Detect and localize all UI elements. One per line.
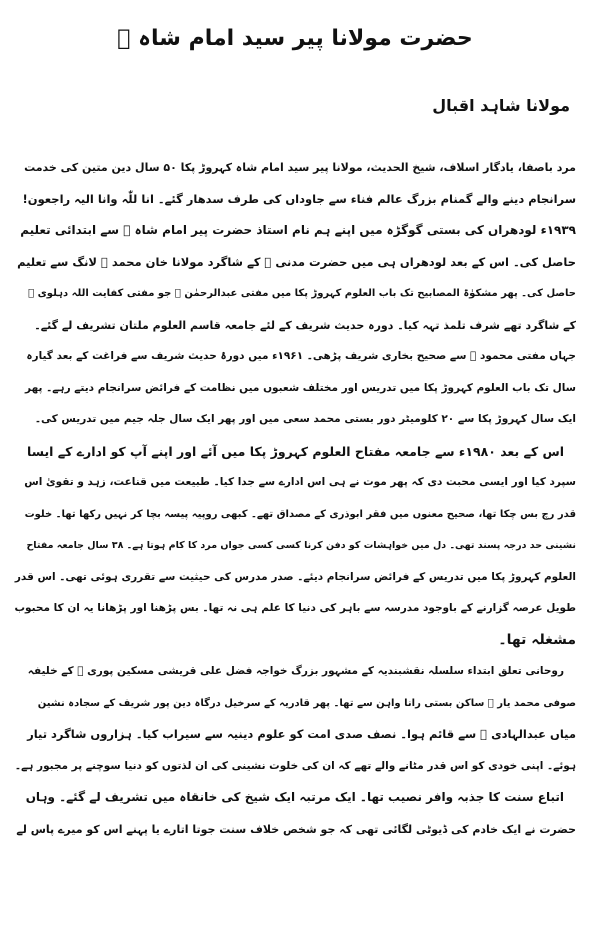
paragraph <box>14 152 576 436</box>
text-line: کے شاگرد تھے شرف تلمذ تہہ کیا۔ دورہ حدیث شریف کے لئے جامعہ قاسم العلوم ملتان تشریف لے گئے۔ <box>34 318 576 332</box>
text-line: سپرد کیا اور ایسی محبت دی کہ پھر موت نے ہی اس ادارے سے جدا کیا۔ طبیعت میں قناعت، زہد و تقویٰ اس <box>24 476 576 488</box>
author-name: مولانا شاہد اقبال <box>432 96 570 115</box>
text-line: سال تک باب العلوم کہروڑ پکا میں تدریس اور مختلف شعبوں میں نظامت کے فرائض سرانجام دیتے رہے۔ پھر <box>25 381 576 394</box>
paragraph <box>14 436 576 657</box>
text-line: طویل عرصہ گزارنے کے باوجود مدرسہ سے باہر کی دنیا کا علم ہی نہ تھا۔ بس پڑھنا اور پڑھانا یہ ان کا محبوب <box>14 602 576 614</box>
text-line: سرانجام دینے والے گمنام بزرگ عالم فناء سے جاوداں کی طرف سدھار گئے۔ انا للّٰہ وانا الیہ راجعون! <box>22 191 576 206</box>
text-line: العلوم کہروڑ پکا میں تدریس کے فرائض سرانجام دیئے۔ صدر مدرس کی حیثیت سے تقرری ہوئی تھی۔ اس قدر <box>14 570 576 583</box>
text-line: اس کے بعد ۱۹۸۰ء سے جامعہ مفتاح العلوم کہروڑ پکا میں آئے اور اپنے آپ کو ادارے کے ایسا <box>27 443 564 459</box>
text-line: نشینی حد درجہ پسند تھی۔ دل میں خواہشات کو دفن کرنا کسی کسی جواں مرد کا کام ہوتا ہے۔ ۳۸ سال جامعہ مفتاح <box>26 540 576 551</box>
paragraph <box>14 656 576 782</box>
text-line: حاصل کی۔ اس کے بعد لودھراں ہی میں حضرت مدنی ﷫ کے شاگرد مولانا خان محمد ﷫ لانگ سے تعلیم <box>17 254 576 269</box>
article-body <box>14 152 576 845</box>
text-line: روحانی تعلق ابتداء سلسلہ نقشبندیہ کے مشہور بزرگ خواجہ فضل علی قریشی مسکین پوری ﷫ کے خلیفہ <box>27 665 564 677</box>
page-title: حضرت مولانا پیر سید امام شاہ ﷫ <box>117 26 473 51</box>
text-line: ۱۹۳۹ء لودھراں کی بستی گوگڑہ میں اپنے ہم نام استاذ حضرت پیر امام شاہ ﷫ سے ابتدائی تعلیم <box>20 223 576 237</box>
text-line: قدر رچ بس چکا تھا، صحیح معنوں میں فقر ابوذری کے مصداق تھے۔ کبھی روپیہ پیسہ بچا کر نہیں رکھا تھا۔ خلوت <box>24 508 576 520</box>
text-line: مرد باصفا، یادگار اسلاف، شیخ الحدیث، مولانا پیر سید امام شاہ کہروڑ پکا ۵۰ سال دین متین کی خدمت <box>24 161 576 174</box>
text-line: جہاں مفتی محمود ﷫ سے صحیح بخاری شریف پڑھی۔ ۱۹۶۱ء میں دورۂ حدیث شریف سے فراغت کے بعد گیارہ <box>26 350 576 362</box>
text-line: ہوئے۔ اپنی خودی کو اس قدر مٹانے والے تھے کہ ان کی خلوت نشینی کی ان لذتوں کو دنیا سوچنے پر مجبور ہے۔ <box>14 759 576 772</box>
text-line: مشغلہ تھا۔ <box>498 631 576 648</box>
text-line: صوفی محمد یار ﷫ ساکن بستی رانا واہن سے تھا۔ پھر قادریہ کے سرخیل درگاہ دین پور شریف کے سجادہ نشین <box>37 697 576 709</box>
text-line: ایک سال کہروڑ پکا سے ۲۰ کلومیٹر دور بستی محمد سعی میں اور پھر ایک سال جلہ جیم میں تدریس کی۔ <box>34 413 576 425</box>
text-line: حاصل کی۔ پھر مشکوٰۃ المصابیح تک باب العلوم کہروڑ پکا میں مفتی عبدالرحمٰن ﷫ جو مفتی کفایت اللہ دہلوی ﷫ <box>28 288 576 299</box>
text-line: اتباع سنت کا جذبہ وافر نصیب تھا۔ ایک مرتبہ ایک شیخ کی خانقاہ میں تشریف لے گئے۔ وہاں <box>25 790 564 804</box>
text-line: میاں عبدالہادی ﷫ سے قائم ہوا۔ نصف صدی امت کو علوم دینیہ سے سیراب کیا۔ ہزاروں شاگرد تیار <box>27 727 576 741</box>
paragraph <box>14 782 576 845</box>
text-line: حضرت نے ایک خادم کی ڈیوٹی لگائی تھی کہ جو شخص خلاف سنت جوتا اتارے یا پہنے اس کو میرے پاس لے <box>16 822 576 836</box>
